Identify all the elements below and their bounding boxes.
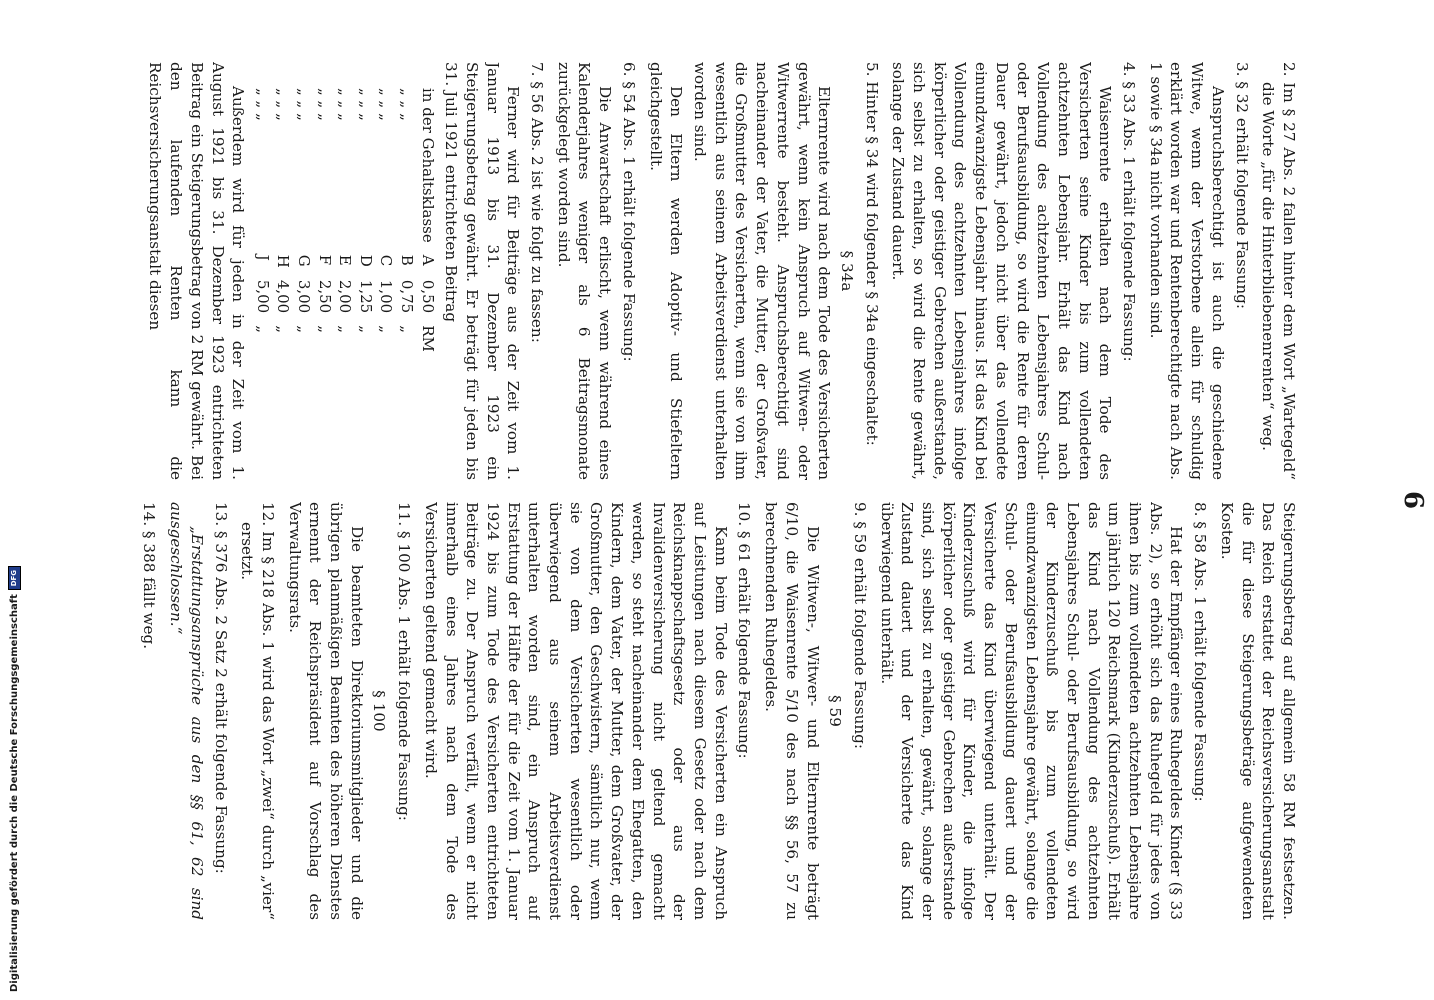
tariff-class: B <box>397 254 416 266</box>
paragraph: Außerdem wird für jeden in der Zeit vom 1. August 1921 bis 31. Dezember 1923 entrichteten Beitrag ein Steigerungsbetrag von 2 RM gewährt. Bei den laufenden Renten kann die Reichsversicherungsanstalt diesen <box>146 62 248 480</box>
tariff-row <box>417 82 438 358</box>
tariff-row <box>396 82 417 358</box>
tariff-class: F <box>315 254 334 266</box>
paragraph: Die Anwartschaft erlischt, wenn während eines Kalenderjahres weniger als 6 Beitragsmonate zurückgelegt worden sind. <box>554 62 615 480</box>
tariff-prefix: „ „ „ <box>377 88 396 121</box>
footer-text: Digitalisierung gefördert durch die Deutsche Forschungsgemeinschaft <box>8 594 20 992</box>
tariff-row <box>355 82 376 358</box>
digitization-footer <box>6 392 22 992</box>
paragraph: Waisenrente erhalten nach dem Tode des Versicherten seine Kinder bis zum vollendeten achtzehnten Lebensjahr. Erhält das Kind nach Vollendung des achtzehnten Lebensjahres Schul- oder Berufsausbildung, so wird die Rente für deren Dauer gewährt, jedoch nicht über das vollendete einundzwanzigste Lebensjahr hinaus. Ist das Kind bei Vollendung des achtzehnten Lebensjahres infolge körperlicher oder geistiger Gebrechen außerstande, sich selbst zu erhalten, so wird die Rente gewährt, solange der Zustand dauert. <box>889 62 1115 480</box>
section-heading: § 34a <box>837 250 856 292</box>
paragraph: 7. § 56 Abs. 2 ist wie folgt zu fassen: <box>528 62 547 343</box>
digitization-footer-text-wrap <box>6 392 22 992</box>
left-column <box>9 62 1299 480</box>
paragraph: Die beamteten Direktoriumsmitglieder und die übrigen planmäßigen Beamten des höheren Dienstes ernennt der Reichspräsident auf Vorschlag des Verwaltungsrats. <box>285 502 366 920</box>
paragraph: 11. § 100 Abs. 1 erhält folgende Fassung: <box>395 502 414 821</box>
paragraph: „Erstattungsansprüche aus den §§ 61, 62 sind ausgeschlossen.“ <box>167 502 206 920</box>
paragraph: 10. § 61 erhält folgende Fassung: <box>735 502 754 759</box>
tariff-unit: „ <box>315 325 334 334</box>
paragraph: Die Witwen-, Witwer- und Elternrente beträgt 6/10, die Waisenrente 5/10 des nach §§ 56, 57 zu berechnenden Ruhegeldes. <box>762 502 822 920</box>
dfg-logo-icon: DFG <box>8 566 21 590</box>
tariff-prefix: in der Gehaltsklasse <box>418 88 437 243</box>
tariff-class: H <box>274 254 293 268</box>
tariff-prefix: „ „ „ <box>397 88 416 121</box>
paragraph: 3. § 32 erhält folgende Fassung: <box>1232 62 1251 309</box>
tariff-amount: 4,00 <box>274 279 293 314</box>
paragraph: Elternrente wird nach dem Tode des Versicherten gewährt, wenn kein Anspruch auf Witwen- oder Witwerrente besteht. Anspruchsberechtigt sind nacheinander der Vater, die Mutter, der Großvater, die Großmutter des Versicherten, wenn sie von ihm wesentlich aus seinem Arbeitsverdienst unterhalten worden sind. <box>691 62 834 480</box>
tariff-prefix: „ „ „ <box>356 88 375 121</box>
paragraph: 9. § 59 erhält folgende Fassung: <box>850 502 869 749</box>
tariff-amount: 5,00 <box>253 279 272 314</box>
tariff-class: A <box>418 254 437 266</box>
paragraph: 8. § 58 Abs. 1 erhält folgende Fassung: <box>1191 502 1210 802</box>
tariff-prefix: „ „ „ <box>253 88 272 121</box>
paragraph: Steigerungsbetrag auf allgemein 58 RM festsetzen. Das Reich erstattet der Reichsversicherungsanstalt die für diese Steigerungsbeträge aufgewendeten Kosten. <box>1217 502 1298 920</box>
tariff-row <box>293 82 314 358</box>
page-number: 6 <box>1398 490 1428 510</box>
paragraph: 5. Hinter § 34 wird folgender § 34a eingeschaltet: <box>862 62 881 446</box>
paragraph: 4. § 33 Abs. 1 erhält folgende Fassung: <box>1120 62 1139 362</box>
paragraph: 2. Im § 27 Abs. 2 fallen hinter dem Wort „Wartegeld“ die Worte „für die Hinterbliebenenrenten“ weg. <box>1259 62 1298 480</box>
tariff-class: D <box>356 254 375 267</box>
tariff-amount: 0,50 <box>418 279 437 314</box>
tariff-class: G <box>295 254 314 267</box>
tariff-row <box>376 82 397 358</box>
tariff-class: C <box>377 254 396 267</box>
tariff-prefix: „ „ „ <box>336 88 355 121</box>
paragraph: Anspruchsberechtigt ist auch die geschiedene Witwe, wenn der Verstorbene allein für schuldig erklärt worden war und Rentenberechtigte nach Abs. 1 sowie § 34a nicht vorhanden sind. <box>1146 62 1227 480</box>
tariff-prefix: „ „ „ <box>315 88 334 121</box>
paragraph: 6. § 54 Abs. 1 erhält folgende Fassung: <box>619 62 638 362</box>
tariff-amount: 1,00 <box>377 279 396 314</box>
section-heading: § 59 <box>826 695 845 727</box>
tariff-unit: „ <box>336 325 355 334</box>
paragraph: Hat der Empfänger eines Ruhegeldes Kinder (§ 33 Abs. 2), so erhöht sich das Ruhegeld für jedes von ihnen bis zum vollendeten achtzehnten Lebensjahre um jährlich 120 Reichsmark (Kinderzuschuß). Erhält das Kind nach Vollendung des achtzehnten Lebensjahres Schul- oder Berufsausbildung, so wird der Kinderzuschuß bis zum vollendeten einundzwanzigsten Lebensjahre gewährt, solange die Schul- oder Berufsausbildung dauert und der Versicherte das Kind überwiegend unterhält. Der Kinderzuschuß wird für Kinder, die infolge körperlicher oder geistiger Gebrechen außerstande sind, sich selbst zu erhalten, gewährt, solange der Zustand dauert und der Versicherte das Kind überwiegend unterhält. <box>877 502 1186 920</box>
tariff-amount: 1,25 <box>356 279 375 314</box>
paragraph: 12. Im § 218 Abs. 1 wird das Wort „zwei“ durch „vier“ ersetzt. <box>238 502 277 920</box>
right-column <box>9 502 1299 920</box>
tariff-prefix: „ „ „ <box>274 88 293 121</box>
paragraph: 13. § 376 Abs. 2 Satz 2 erhält folgende Fassung: <box>211 502 230 874</box>
tariff-prefix: „ „ „ <box>295 88 314 121</box>
tariff-unit: „ <box>356 325 375 334</box>
tariff-class: J <box>253 254 272 261</box>
tariff-unit: „ <box>253 325 272 334</box>
tariff-unit: „ <box>295 325 314 334</box>
section-heading: § 100 <box>370 690 389 732</box>
tariff-amount: 3,00 <box>295 279 314 314</box>
tariff-row <box>335 82 356 358</box>
paragraph: Den Eltern werden Adoptiv- und Stiefeltern gleichgestellt. <box>646 62 686 480</box>
tariff-amount: 2,50 <box>315 279 334 314</box>
tariff-class: E <box>336 254 355 266</box>
tariff-row <box>273 82 294 358</box>
tariff-amount: 2,00 <box>336 279 355 314</box>
tariff-amount: 0,75 <box>397 279 416 314</box>
paragraph: Ferner wird für Beiträge aus der Zeit vom 1. Januar 1913 bis 31. Dezember 1923 ein Steigerungsbetrag gewährt. Er beträgt für jeden bis 31. Juli 1921 entrichteten Beitrag <box>442 62 523 480</box>
tariff-unit: „ <box>377 325 396 334</box>
tariff-unit: „ <box>397 325 416 334</box>
paragraph: Kann beim Tode des Versicherten ein Anspruch auf Leistungen nach diesem Gesetz oder nach dem Reichsknappschaftsgesetz oder aus der Invalidenversicherung nicht geltend gemacht werden, so steht nacheinander dem Ehegatten, den Kindern, dem Vater, der Mutter, dem Großvater, der Großmutter, den Geschwistern, sämtlich nur, wenn sie von dem Versicherten wesentlich oder überwiegend aus seinem Arbeitsverdienst unterhalten worden sind, ein Anspruch auf Erstattung der Hälfte der für die Zeit vom 1. Januar 1924 bis zum Tode des Versicherten entrichteten Beiträge zu. Der Anspruch verfällt, wenn er nicht innerhalb eines Jahres nach dem Tode des Versicherten geltend gemacht wird. <box>421 502 730 920</box>
tariff-unit: „ <box>274 325 293 334</box>
tariff-unit: RM <box>418 325 437 352</box>
tariff-table <box>252 82 437 358</box>
paragraph: 14. § 388 fällt weg. <box>140 502 159 650</box>
tariff-row <box>314 82 335 358</box>
tariff-row <box>252 82 273 358</box>
